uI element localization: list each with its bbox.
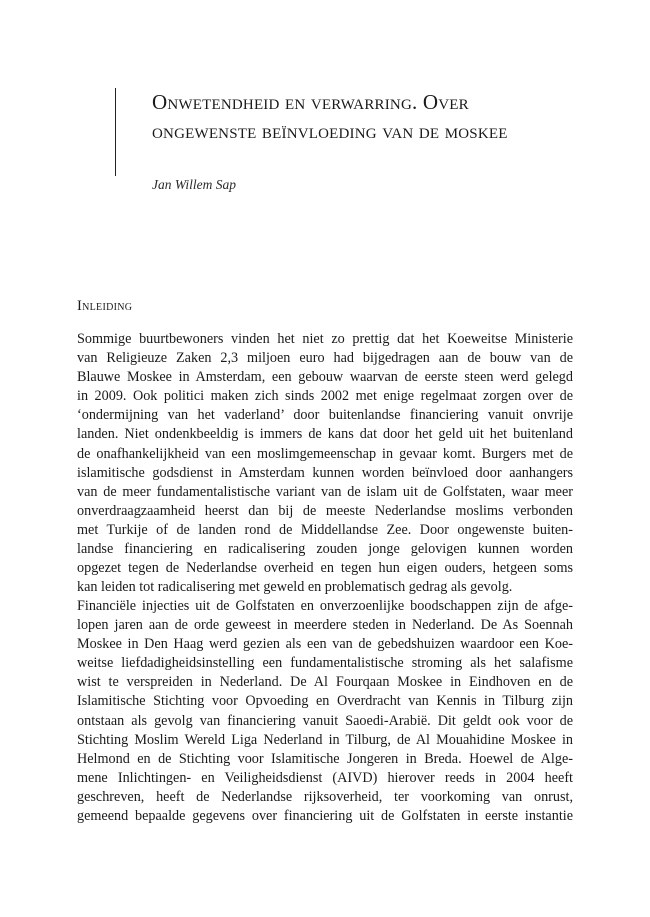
paragraph	[77, 597, 573, 826]
chapter-title	[152, 88, 612, 146]
text-line: mene Inlichtingen- en Veiligheidsdienst (AIVD) hierover reeds in 2004 heeft	[77, 769, 573, 786]
text-line: de onafhankelijkheid van een moslimgemeenschap in gevaar komt. Burgers met de	[77, 445, 573, 462]
text-line: lopen jaren aan de orde geweest in meerdere steden in Nederland. De As Soennah	[77, 617, 573, 634]
text-line: ‘ondermijning van het vaderland’ door buitenlandse financiering vanuit onvrije	[77, 407, 573, 424]
author-name: Jan Willem Sap	[152, 177, 236, 192]
text-line: van de meer fundamentalistische variant van de islam uit de Golfstaten, waar meer	[77, 483, 573, 500]
text-line: kan leiden tot radicalisering met geweld en problematisch gedrag als gevolg.	[77, 579, 513, 596]
text-line: islamitische godsdienst in Amsterdam kunnen worden beïnvloed door aanhangers	[77, 464, 573, 481]
text-line: Sommige buurtbewoners vinden het niet zo prettig dat het Koeweitse Ministerie	[77, 331, 573, 347]
paragraph	[77, 330, 573, 597]
text-line: landen. Niet ondenkbeeldig is immers de kans dat door het geld uit het buitenland	[77, 426, 573, 443]
text-line: Islamitische Stichting voor Opvoeding en Overdracht van Kennis in Tilburg zijn	[77, 693, 573, 710]
chapter-title-line: ongewenste beïnvloeding van de moskee	[152, 119, 508, 143]
text-line: met Turkije of de landen rond de Middellandse Zee. Door ongewenste buiten-	[77, 521, 573, 538]
text-line: geschreven, heeft de Nederlandse rijksoverheid, ter voorkoming van onrust,	[77, 788, 573, 805]
section-heading: Inleiding	[77, 298, 133, 314]
text-line: gemeend bepaalde gegevens over financiering uit de Golfstaten in eerste instantie	[77, 808, 573, 825]
text-line: Financiële injecties uit de Golfstaten en onverzoenlijke boodschappen zijn de afge-	[77, 598, 573, 614]
text-line: landse financiering en radicalisering zouden jonge gelovigen kunnen worden	[77, 541, 573, 558]
text-line: Stichting Moslim Wereld Liga Nederland in Tilburg, de Al Mouahidine Moskee in	[77, 731, 573, 748]
text-line: van Religieuze Zaken 2,3 miljoen euro had bijgedragen aan de bouw van de	[77, 350, 573, 367]
text-line: wist te verspreiden in Nederland. De Al Fourqaan Moskee in Eindhoven en de	[77, 674, 573, 691]
text-line: opgezet tegen de Nederlandse overheid en tegen hun eigen ouders, hetgeen soms	[77, 560, 573, 577]
text-line: Blauwe Moskee in Amsterdam, een gebouw waarvan de eerste steen werd gelegd	[77, 369, 573, 386]
text-line: onverdraagzaamheid heerst dan bij de meeste Nederlandse moslims verbonden	[77, 502, 573, 519]
text-line: weitse liefdadigheidsinstelling een fundamentalistische stroming als het salafisme	[77, 655, 573, 672]
text-line: in 2009. Ook politici maken zich sinds 2002 met enige regelmaat zorgen over de	[77, 388, 573, 405]
text-line: ontstaan als gevolg van financiering vanuit Saoedi-Arabië. Dit geldt ook voor de	[77, 712, 573, 729]
title-vertical-rule	[115, 88, 116, 176]
chapter-title-block	[152, 88, 612, 146]
chapter-title-line: Onwetendheid en verwarring. Over	[152, 90, 469, 114]
text-line: Helmond en de Stichting voor Islamitische Jongeren in Breda. Hoewel de Alge-	[77, 750, 573, 767]
text-line: Moskee in Den Haag werd gezien als een van de gebedshuizen waardoor een Koe-	[77, 636, 573, 653]
